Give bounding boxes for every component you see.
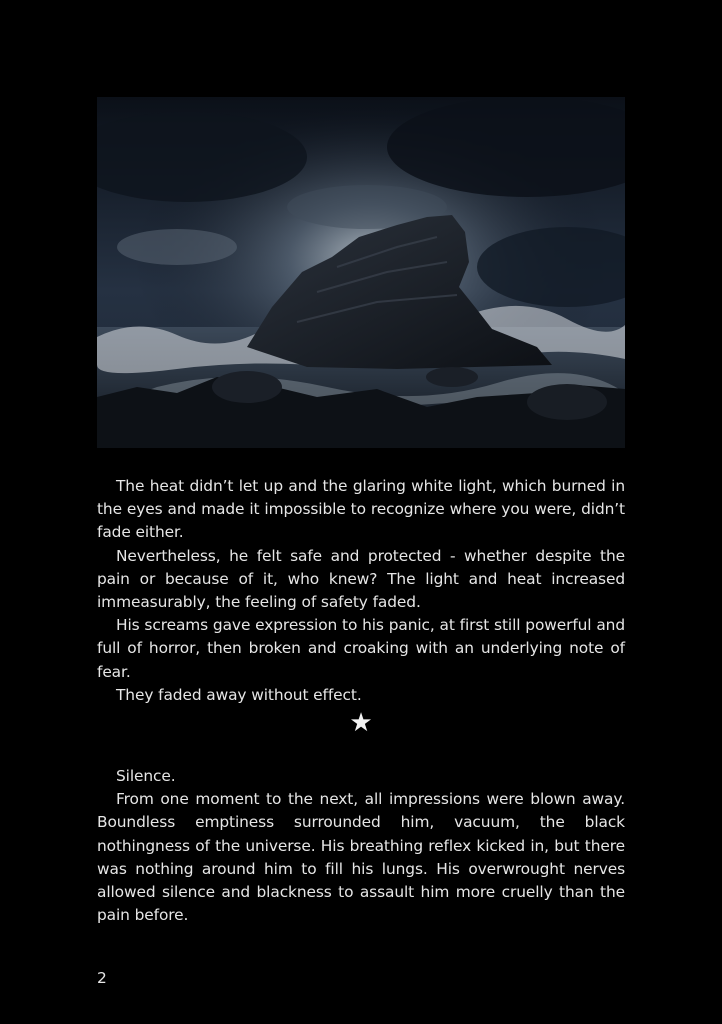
page-number: 2 xyxy=(97,969,107,987)
scene-break-star-icon: ★ xyxy=(349,708,373,738)
body-text-section-1 xyxy=(97,475,625,707)
paragraph: They faded away without effect. xyxy=(116,685,362,704)
chapter-illustration xyxy=(97,97,625,448)
body-text-section-2 xyxy=(97,765,625,927)
paragraph: The heat didn’t let up and the glaring white light, which burned in the eyes and made it impossible to recognize where you were, didn’t fade either. xyxy=(97,477,625,542)
paragraph: His screams gave expression to his panic, at first still powerful and full of horror, then broken and croaking with an underlying note of fear. xyxy=(97,616,625,681)
stormy-sea-rock-image xyxy=(97,97,625,448)
paragraph: From one moment to the next, all impressions were blown away. Boundless emptiness surrounded him, vacuum, the black nothingness of the universe. His breathing reflex kicked in, but there was nothing around him to fill his lungs. His overwrought nerves allowed silence and blackness to assault him more cruelly than the pain before. xyxy=(97,790,625,925)
paragraph: Nevertheless, he felt safe and protected - whether despite the pain or because of it, who knew? The light and heat increased immeasurably, the feeling of safety faded. xyxy=(97,546,625,612)
paragraph: Silence. xyxy=(116,767,176,785)
